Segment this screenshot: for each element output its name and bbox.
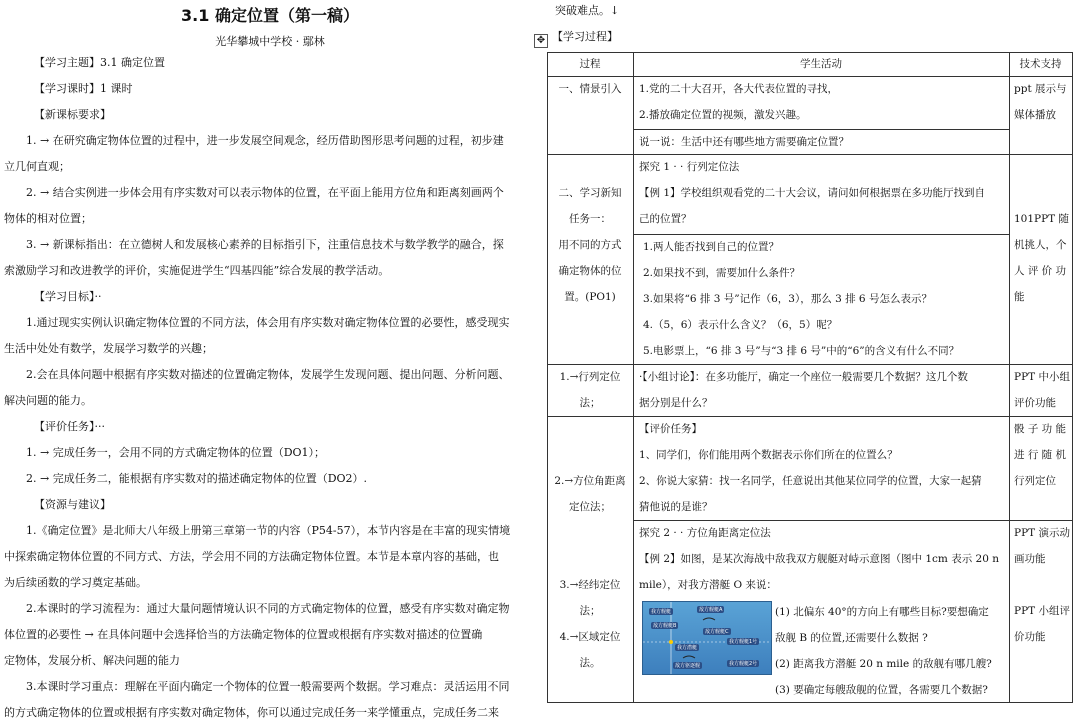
activity-line: 探究 1 · · 行列定位法 [639,161,740,173]
stage-line: 任务一： [569,213,611,225]
activity-line: 探究 2 · · 方位角距离定位法 [639,527,771,539]
body-line: 2.本课时的学习流程为：通过大量问题情境认识不同的方式确定物体的位置，感受有序实数对确定物 [26,602,510,615]
body-line: 体位置的必要性 → 在具体问题中会选择恰当的方法确定物体的位置或根据有序实数对描述的位置确 [4,628,483,641]
intro-discuss: 说一说：生活中还有哪些地方需要确定位置？ [639,136,849,148]
tech-line: 101PPT 随 [1014,213,1070,225]
body-line: 【新课标要求】 [34,108,111,121]
tech-line: 价功能 [1014,631,1046,643]
question-line: (1) 北偏东 40°的方向上有哪些目标?要想确定 [775,606,989,618]
question-line: 1.两人能否找到自己的位置？ [643,241,780,253]
body-line: 2. → 结合实例进一步体会用有序实数对可以表示物体的位置，在平面上能用方位角和距离刻画两个 [26,186,504,199]
stage-line: 法。 [579,657,601,669]
map-label: 我方舰艇2号 [729,661,758,667]
map-label: 敌方舰艇C [705,629,729,635]
body-line: 1. → 在研究确定物体位置的过程中，进一步发展空间观念，经历借助图形思考问题的过程，初步建 [26,134,504,147]
map-label: 我方舰艇1号 [729,639,758,645]
body-line: 2.会在具体问题中根据有序实数对描述的位置确定物体，发展学生发现问题、提出问题、分析问题、 [26,368,510,381]
activity-line: 己的位置？ [639,213,692,225]
continued-text: 突破难点。↓ [555,4,620,17]
stage-line: 用不同的方式 [558,239,622,251]
stage-line: 4.→区域定位 [559,631,621,643]
body-line: 【学习目标】·· [34,290,102,303]
activity-line: 据分别是什么？ [639,397,713,409]
header-process: 过程 [579,58,601,70]
tech-line: 评价功能 [1014,397,1056,409]
tech-line: ppt 展示与 [1014,83,1067,95]
map-label: 敌方驱逐舰 [675,663,701,669]
body-line: 立几何直观； [4,160,70,173]
body-line: 中探索确定物体位置的不同方式、方法，学会用不同的方法确定物体位置。本节是本章内容的基础，也 [4,550,499,563]
header-student-activity: 学生活动 [800,58,842,70]
body-line: 【资源与建议】 [34,498,111,511]
table-move-handle-icon[interactable]: ✥ [534,34,548,48]
activity-line: 【例 2】如图，是某次海战中敌我双方舰艇对峙示意图（图中 1cm 表示 20 n [639,553,1000,565]
activity-line: 2、你说大家猜：找一名同学，任意说出其他某位同学的位置，大家一起猜 [639,475,982,487]
map-label: 敌方舰艇A [699,607,723,613]
activity-line: 1、同学们，你们能用两个数据表示你们所在的位置么？ [639,449,898,461]
stage-line: 法； [579,397,601,409]
body-line: 3. → 新课标指出：在立德树人和发展核心素养的目标指引下，注重信息技术与数学教学的融合，探 [26,238,504,251]
tech-line: PPT 演示动 [1014,527,1070,539]
header-tech-support: 技术支持 [1019,58,1062,70]
question-line: 3.如果将“6 排 3 号”记作（6，3），那么 3 排 6 号怎么表示？ [643,293,932,305]
question-line: 5.电影票上，“6 排 3 号”与“3 排 6 号”中的“6”的含义有什么不同？ [643,345,960,357]
body-line: 【评价任务】··· [34,420,105,433]
question-line: 敌舰 B 的位置,还需要什么数据 ? [775,632,928,644]
body-line: 解决问题的能力。 [4,394,92,407]
tech-line: 画功能 [1014,553,1046,565]
stage-line: 法； [579,605,601,617]
map-label: 我方舰艇 [651,609,672,615]
stage-line: 2.→方位角距离 [554,475,626,487]
tech-line: 行列定位 [1014,475,1056,487]
body-line: 1.《确定位置》是北师大八年级上册第三章第一节的内容（P54-57），本节内容是在丰富的现实情境 [26,524,511,537]
activity-line: 1.党的二十大召开，各大代表位置的寻找， [639,83,839,95]
body-line: 索激励学习和改进教学的评价，实施促进学生“四基四能”综合发展的教学活动。 [4,264,390,277]
stage-intro: 一、情景引入 [558,83,622,95]
stage-line: 定位法； [569,501,611,513]
naval-map-image [642,601,772,675]
body-line: 1.通过现实实例认识确定物体位置的不同方法，体会用有序实数对确定物体位置的必要性，感受现实 [26,316,510,329]
author-line: 光华攀城中学校 · 鄢林 [215,35,325,48]
map-label: 我方潜艇 [677,645,698,651]
tech-line: 骰 子 功 能 [1014,423,1067,435]
learning-process-table [547,52,1073,702]
body-line: 1. → 完成任务一，会用不同的方式确定物体的位置（DO1）； [26,446,326,459]
activity-line: mile），对我方潜艇 O 来说： [639,579,777,591]
page-title: 3.1 确定位置（第一稿） [181,6,359,25]
tech-line: PPT 中小组 [1014,371,1070,383]
stage-line: 二、学习新知 [558,187,622,199]
body-line: 为后续函数的学习奠定基础。 [4,576,147,589]
map-label: 敌方舰艇B [653,623,677,629]
body-line: 【学习课时】1 课时 [34,82,133,95]
question-line: 4.（5，6）表示什么含义？（6，5）呢？ [643,319,838,331]
body-line: 定物体，发展分析、解决问题的能力 [4,654,180,667]
body-line: 3.本课时学习重点：理解在平面内确定一个物体的位置一般需要两个数据。学习难点：灵活运用不同 [26,680,510,693]
body-line: 生活中处处有数学，发展学习数学的兴趣； [4,342,213,355]
process-heading: 【学习过程】 [552,30,618,43]
body-line: 【学习主题】3.1 确定位置 [34,56,165,69]
tech-line: 能 [1014,291,1025,303]
tech-line: 媒体播放 [1014,109,1056,121]
tech-line: 进 行 随 机 [1014,449,1067,461]
activity-line: 2.播放确定位置的视频，激发兴趣。 [639,109,807,121]
question-line: (2) 距离我方潜艇 20 n mile 的敌舰有哪几艘? [775,658,992,670]
tech-line: PPT 小组评 [1014,605,1070,617]
tech-line: 机挑人，个 [1014,239,1067,251]
stage-line: 确定物体的位 [558,265,622,277]
stage-line: 置。(PO1) [564,291,616,303]
body-line: 物体的相对位置； [4,212,92,225]
question-line: 2.如果找不到，需要加什么条件？ [643,267,801,279]
stage-line: 3.→经纬定位 [559,579,621,591]
activity-line: 【例 1】学校组织观看党的二十大会议，请问如何根据票在多功能厅找到自 [639,187,986,199]
question-line: (3) 要确定每艘敌舰的位置，各需要几个数据? [775,684,988,696]
tech-line: 人 评 价 功 [1014,265,1067,277]
activity-line: 【评价任务】 [639,423,702,435]
body-line: 的方式确定物体的位置或根据有序实数对确定物体，你可以通过完成任务一来学懂重点，完成任务二来 [4,706,499,719]
stage-line: 1.→行列定位 [559,371,621,383]
activity-line: ·【小组讨论】：在多功能厅，确定一个座位一般需要几个数据？这几个数 [639,371,968,383]
body-line: 2. → 完成任务二，能根据有序实数对的描述确定物体的位置（DO2）. [26,472,368,485]
activity-line: 猜他说的是谁？ [639,501,713,513]
